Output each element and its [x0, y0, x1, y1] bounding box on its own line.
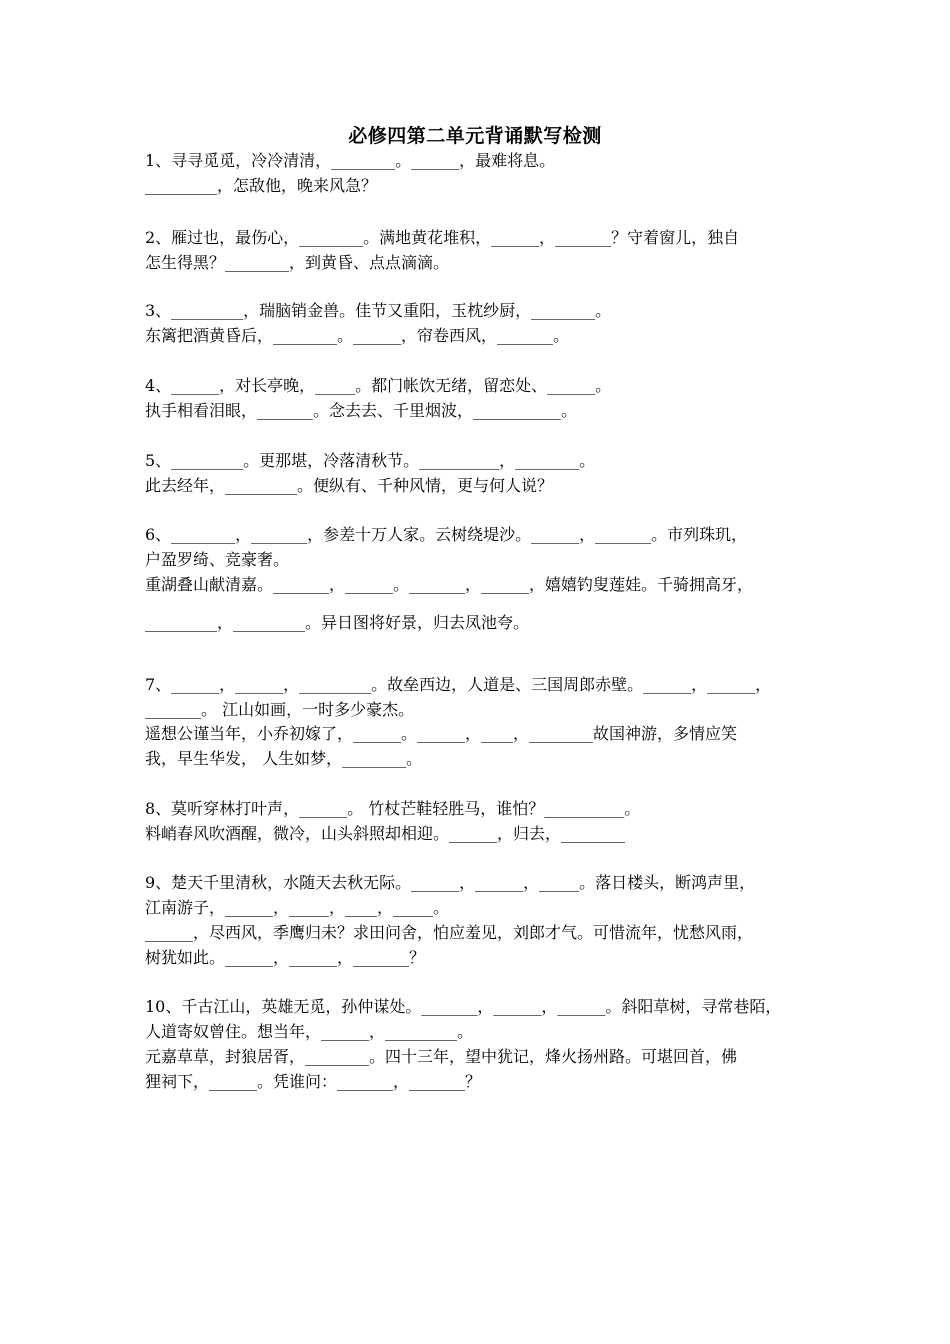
q9-line-1: 9、楚天千里清秋，水随天去秋无际。______，______，_____。落日楼头，断鸿声里，: [145, 873, 756, 892]
q6-line-1: 6、________，_______，参差十万人家。云树绕堤沙。______，_______。市列珠玑，: [145, 525, 748, 544]
q6-line-3: 重湖叠山献清嘉。_______，______。_______，______，嬉嬉钓叟莲娃。千骑拥高牙，: [145, 575, 754, 594]
q3-line-1: 3、_________，瑞脑销金兽。佳节又重阳，玉枕纱厨，________。: [145, 301, 612, 320]
q10-line-2: 人道寄奴曾住。想当年，______，_________。: [145, 1022, 474, 1041]
q8-line-2: 料峭春风吹酒醒，微冷，山头斜照却相迎。______，归去，________: [145, 824, 626, 843]
q6-line-4: _________，_________。异日图将好景，归去凤池夸。: [145, 613, 530, 632]
q10-line-4: 狸祠下，______。凭谁问：_______，_______？: [145, 1072, 482, 1091]
q9-line-3: ______，尽西风，季鹰归未？求田问舍，怕应羞见，刘郎才气。可惜流年，忧愁风雨，: [145, 923, 754, 942]
q9-line-2: 江南游子，______，_____，____，_____。: [145, 898, 450, 917]
q6-line-2: 户盈罗绮、竞豪奢。: [145, 550, 290, 569]
q10-line-1: 10、千古江山，英雄无觅，孙仲谋处。_______，______，______。斜阳草树，寻常巷陌，: [145, 997, 782, 1016]
q2-line-1: 2、雁过也，最伤心，________。满地黄花堆积，______，_______？守着窗儿，独自: [145, 228, 740, 247]
q1-line-1: 1、寻寻觅觅，冷冷清清，________。______，最难将息。: [145, 151, 556, 170]
q5-line-2: 此去经年，_________。便纵有、千种风情，更与何人说？: [145, 476, 554, 495]
q7-line-1: 7、______，______，_________。故垒西边，人道是、三国周郎赤壁。______，______，: [145, 675, 772, 694]
q2-line-2: 怎生得黑？________，到黄昏、点点滴滴。: [145, 253, 450, 272]
q4-line-2: 执手相看泪眼，_______。念去去、千里烟波，___________。: [145, 401, 578, 420]
q1-line-2: _________，怎敌他，晚来风急？: [145, 176, 378, 195]
q9-line-4: 树犹如此。______，______，_______？: [145, 948, 426, 967]
q7-line-2: _______。 江山如画，一时多少豪杰。: [145, 700, 415, 719]
q3-line-2: 东篱把酒黄昏后，________。______，帘卷西风，_______。: [145, 326, 570, 345]
q7-line-4: 我，早生华发， 人生如梦，________。: [145, 749, 423, 768]
q10-line-3: 元嘉草草，封狼居胥，________。四十三年，望中犹记，烽火扬州路。可堪回首，佛: [145, 1047, 738, 1066]
q8-line-1: 8、莫听穿林打叶声，______。 竹杖芒鞋轻胜马，谁怕？__________。: [145, 799, 641, 818]
page-title: 必修四第二单元背诵默写检测: [348, 125, 602, 147]
q5-line-1: 5、_________。更那堪，冷落清秋节。__________，________。: [145, 451, 596, 470]
q7-line-3: 遥想公谨当年，小乔初嫁了，______。______，____，________故国神游，多情应笑: [145, 724, 738, 743]
q4-line-1: 4、______，对长亭晚，_____。都门帐饮无绪，留恋处、______。: [145, 376, 612, 395]
